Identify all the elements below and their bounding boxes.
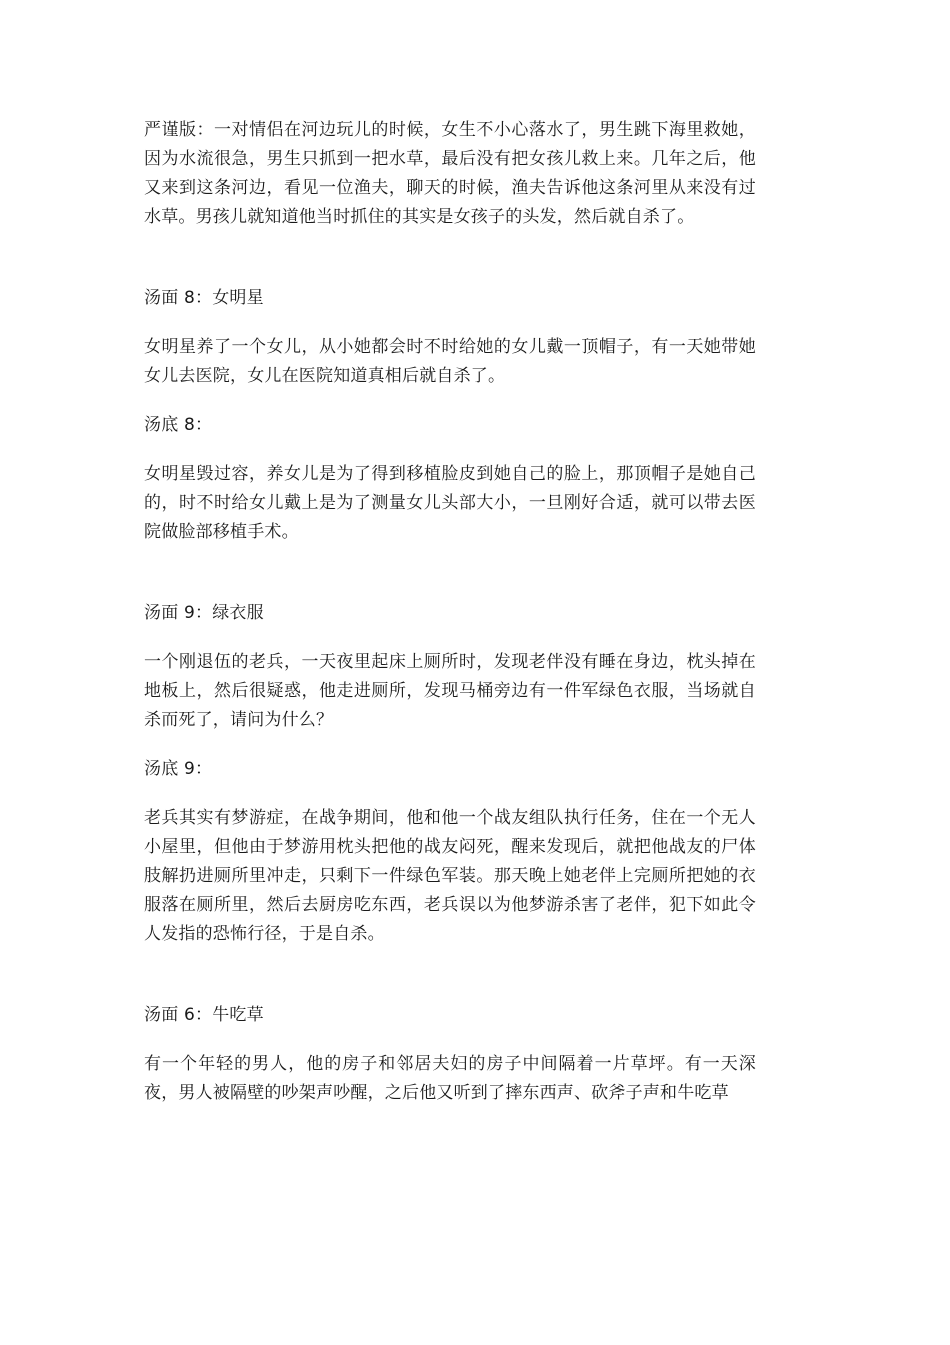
story-title: 汤面 6：牛吃草 bbox=[144, 1005, 264, 1025]
story-paragraph: 严谨版：一对情侣在河边玩儿的时候，女生不小心落水了，男生跳下海里救她，因为水流很急，男生只抓到一把水草，最后没有把女孩儿救上来。几年之后，他又来到这条河边，看见一位渔夫，聊天的时候，渔夫告诉他这条河里从来没有过水草。男孩儿就知道他当时抓住的其实是女孩子的头发，然后就自杀了。 bbox=[144, 120, 756, 227]
story-title: 汤面 8：女明星 bbox=[144, 288, 264, 308]
document-body bbox=[144, 116, 756, 1128]
story-title: 汤面 9：绿衣服 bbox=[144, 603, 264, 623]
answer-paragraph: 老兵其实有梦游症，在战争期间，他和他一个战友组队执行任务，住在一个无人小屋里，但他由于梦游用枕头把他的战友闷死，醒来发现后，就把他战友的尸体肢解扔进厕所里冲走，只剩下一件绿色军装。那天晚上她老伴上完厕所把她的衣服落在厕所里，然后去厨房吃东西，老兵误以为他梦游杀害了老伴，犯下如此令人发指的恐怖行径，于是自杀。 bbox=[144, 808, 756, 944]
story-paragraph: 一个刚退伍的老兵，一天夜里起床上厕所时，发现老伴没有睡在身边，枕头掉在地板上，然后很疑惑，他走进厕所，发现马桶旁边有一件军绿色衣服，当场就自杀而死了，请问为什么？ bbox=[144, 652, 756, 730]
story-paragraph: 有一个年轻的男人，他的房子和邻居夫妇的房子中间隔着一片草坪。有一天深夜，男人被隔壁的吵架声吵醒，之后他又听到了摔东西声、砍斧子声和牛吃草 bbox=[144, 1054, 756, 1103]
answer-label: 汤底 9： bbox=[144, 759, 213, 779]
answer-paragraph: 女明星毁过容，养女儿是为了得到移植脸皮到她自己的脸上，那顶帽子是她自己的，时不时给女儿戴上是为了测量女儿头部大小，一旦刚好合适，就可以带去医院做脸部移植手术。 bbox=[144, 464, 756, 542]
answer-label: 汤底 8： bbox=[144, 415, 213, 435]
story-paragraph: 女明星养了一个女儿，从小她都会时不时给她的女儿戴一顶帽子，有一天她带她女儿去医院，女儿在医院知道真相后就自杀了。 bbox=[144, 337, 756, 386]
